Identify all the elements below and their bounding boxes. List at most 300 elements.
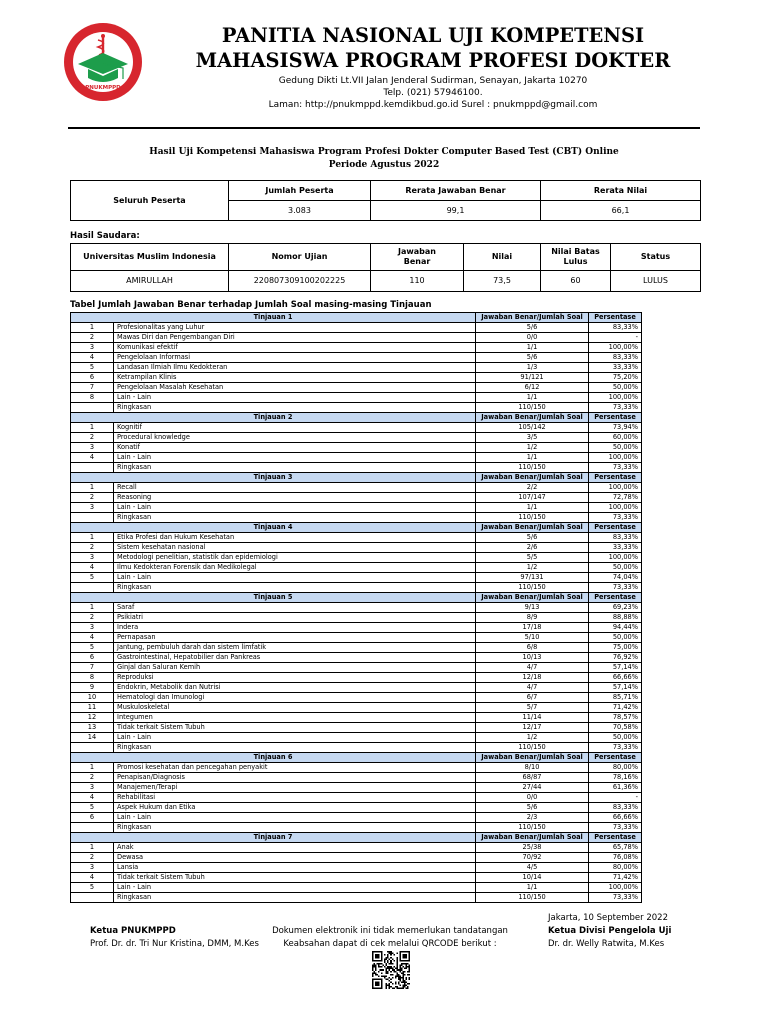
summary-percentage: 73,33% bbox=[589, 743, 642, 753]
topic-name: Pernapasan bbox=[114, 633, 476, 643]
topic-score: 8/10 bbox=[476, 763, 589, 773]
summary-score: 110/150 bbox=[476, 743, 589, 753]
topic-score: 12/17 bbox=[476, 723, 589, 733]
topic-score: 105/142 bbox=[476, 423, 589, 433]
topic-name: Reasoning bbox=[114, 493, 476, 503]
topic-row bbox=[71, 333, 642, 343]
topic-percentage: 100,00% bbox=[589, 483, 642, 493]
section-title: Tinjauan 6 bbox=[71, 753, 476, 763]
topic-name: Tidak terkait Sistem Tubuh bbox=[114, 723, 476, 733]
topic-name: Komunikasi efektif bbox=[114, 343, 476, 353]
summary-label: Ringkasan bbox=[114, 823, 476, 833]
topic-name: Metodologi penelitian, statistik dan epidemiologi bbox=[114, 553, 476, 563]
topic-number: 6 bbox=[71, 653, 114, 663]
topic-name: Indera bbox=[114, 623, 476, 633]
topic-score: 1/1 bbox=[476, 453, 589, 463]
topic-number: 1 bbox=[71, 483, 114, 493]
summary-row bbox=[71, 823, 642, 833]
topic-score: 9/13 bbox=[476, 603, 589, 613]
left-signatory-role: Ketua PNUKMPPD bbox=[90, 926, 176, 936]
topic-row bbox=[71, 553, 642, 563]
university-header: Universitas Muslim Indonesia bbox=[71, 244, 229, 271]
org-title-line1: PANITIA NASIONAL UJI KOMPETENSI bbox=[221, 24, 645, 47]
topic-number: 6 bbox=[71, 813, 114, 823]
topic-score: 12/18 bbox=[476, 673, 589, 683]
percentage-column-header: Persentase bbox=[589, 753, 642, 763]
candidate-name: AMIRULLAH bbox=[71, 271, 229, 292]
topic-row bbox=[71, 803, 642, 813]
topic-percentage: 100,00% bbox=[589, 503, 642, 513]
topic-name: Ilmu Kedokteran Forensik dan Medikolegal bbox=[114, 563, 476, 573]
topic-row bbox=[71, 633, 642, 643]
topic-number: 9 bbox=[71, 683, 114, 693]
percentage-column-header: Persentase bbox=[589, 523, 642, 533]
summary-label: Ringkasan bbox=[114, 893, 476, 903]
topic-percentage: - bbox=[589, 333, 642, 343]
percentage-column-header: Persentase bbox=[589, 413, 642, 423]
topic-score: 5/7 bbox=[476, 703, 589, 713]
topic-name: Psikiatri bbox=[114, 613, 476, 623]
topic-score: 1/1 bbox=[476, 503, 589, 513]
topic-number: 5 bbox=[71, 573, 114, 583]
section-header-row bbox=[71, 473, 642, 483]
summary-row bbox=[71, 893, 642, 903]
summary-percentage: 73,33% bbox=[589, 513, 642, 523]
topic-percentage: 50,00% bbox=[589, 563, 642, 573]
electronic-document-note: Dokumen elektronik ini tidak memerlukan tandatangan bbox=[272, 926, 508, 936]
participants-count-header: Jumlah Peserta bbox=[229, 181, 371, 201]
topic-percentage: 80,00% bbox=[589, 863, 642, 873]
percentage-column-header: Persentase bbox=[589, 313, 642, 323]
score-column-header: Jawaban Benar/Jumlah Soal bbox=[476, 473, 589, 483]
topic-number: 12 bbox=[71, 713, 114, 723]
topic-percentage: 85,71% bbox=[589, 693, 642, 703]
topic-name: Lain - Lain bbox=[114, 453, 476, 463]
percentage-column-header: Persentase bbox=[589, 833, 642, 843]
report-title: Hasil Uji Kompetensi Mahasiswa Program Profesi Dokter Computer Based Test (CBT) Online bbox=[149, 147, 619, 157]
topic-number: 11 bbox=[71, 703, 114, 713]
right-signatory-name: Dr. dr. Welly Ratwita, M.Kes bbox=[548, 939, 665, 949]
topic-name: Etika Profesi dan Hukum Kesehatan bbox=[114, 533, 476, 543]
topic-row bbox=[71, 723, 642, 733]
topic-row bbox=[71, 673, 642, 683]
topic-score: 1/2 bbox=[476, 443, 589, 453]
topic-number: 1 bbox=[71, 763, 114, 773]
topic-row bbox=[71, 433, 642, 443]
topic-row bbox=[71, 683, 642, 693]
topic-number: 7 bbox=[71, 663, 114, 673]
topic-name: Dewasa bbox=[114, 853, 476, 863]
average-score-value: 66,1 bbox=[541, 201, 701, 221]
topic-score: 1/2 bbox=[476, 563, 589, 573]
section-header-row bbox=[71, 313, 642, 323]
topic-row bbox=[71, 763, 642, 773]
exam-number: 220807309100202225 bbox=[229, 271, 371, 292]
topic-number: 3 bbox=[71, 553, 114, 563]
section-title: Tinjauan 3 bbox=[71, 473, 476, 483]
org-contact: Laman: http://pnukmppd.kemdikbud.go.id Surel : pnukmppd@gmail.com bbox=[268, 100, 598, 110]
topic-number: 1 bbox=[71, 423, 114, 433]
topic-row bbox=[71, 663, 642, 673]
section-header-row bbox=[71, 593, 642, 603]
topic-row bbox=[71, 383, 642, 393]
topic-row bbox=[71, 483, 642, 493]
topic-name: Aspek Hukum dan Etika bbox=[114, 803, 476, 813]
topic-number: 8 bbox=[71, 393, 114, 403]
summary-percentage: 73,33% bbox=[589, 823, 642, 833]
org-address: Gedung Dikti Lt.VII Jalan Jenderal Sudirman, Senayan, Jakarta 10270 bbox=[278, 76, 588, 86]
topic-percentage: 50,00% bbox=[589, 443, 642, 453]
topic-number: 2 bbox=[71, 433, 114, 443]
topic-name: Muskuloskeletal bbox=[114, 703, 476, 713]
summary-row bbox=[71, 403, 642, 413]
topic-name: Gastrointestinal, Hepatobilier dan Pankreas bbox=[114, 653, 476, 663]
topic-percentage: 100,00% bbox=[589, 393, 642, 403]
topic-name: Recall bbox=[114, 483, 476, 493]
breakdown-body bbox=[71, 313, 642, 903]
topic-row bbox=[71, 653, 642, 663]
topic-name: Lansia bbox=[114, 863, 476, 873]
topic-number: 4 bbox=[71, 633, 114, 643]
topic-name: Rehabilitasi bbox=[114, 793, 476, 803]
topic-score: 1/1 bbox=[476, 883, 589, 893]
topic-number: 6 bbox=[71, 373, 114, 383]
topic-number: 1 bbox=[71, 323, 114, 333]
section-title: Tinjauan 7 bbox=[71, 833, 476, 843]
topic-percentage: 83,33% bbox=[589, 533, 642, 543]
topic-name: Reproduksi bbox=[114, 673, 476, 683]
topic-name: Endokrin, Metabolik dan Nutrisi bbox=[114, 683, 476, 693]
topic-name: Manajemen/Terapi bbox=[114, 783, 476, 793]
topic-percentage: 76,92% bbox=[589, 653, 642, 663]
topic-score: 1/3 bbox=[476, 363, 589, 373]
section-title: Tinjauan 4 bbox=[71, 523, 476, 533]
summary-score: 110/150 bbox=[476, 513, 589, 523]
score-column-header: Jawaban Benar/Jumlah Soal bbox=[476, 753, 589, 763]
summary-row bbox=[71, 513, 642, 523]
topic-number: 3 bbox=[71, 343, 114, 353]
topic-number: 3 bbox=[71, 503, 114, 513]
topic-row bbox=[71, 423, 642, 433]
topic-row bbox=[71, 613, 642, 623]
topic-score: 11/14 bbox=[476, 713, 589, 723]
topic-percentage: 76,08% bbox=[589, 853, 642, 863]
topic-number: 1 bbox=[71, 533, 114, 543]
topic-percentage: 60,00% bbox=[589, 433, 642, 443]
topic-name: Lain - Lain bbox=[114, 733, 476, 743]
topic-row bbox=[71, 793, 642, 803]
topic-percentage: 83,33% bbox=[589, 803, 642, 813]
percentage-column-header: Persentase bbox=[589, 593, 642, 603]
topic-score: 0/0 bbox=[476, 793, 589, 803]
topic-name: Lain - Lain bbox=[114, 393, 476, 403]
topic-number: 4 bbox=[71, 453, 114, 463]
percentage-column-header: Persentase bbox=[589, 473, 642, 483]
place-date: Jakarta, 10 September 2022 bbox=[548, 913, 668, 923]
topic-score: 2/3 bbox=[476, 813, 589, 823]
topic-number: 2 bbox=[71, 493, 114, 503]
topic-row bbox=[71, 853, 642, 863]
topic-number: 4 bbox=[71, 353, 114, 363]
topic-percentage: 78,16% bbox=[589, 773, 642, 783]
topic-number: 5 bbox=[71, 883, 114, 893]
topic-name: Hematologi dan Imunologi bbox=[114, 693, 476, 703]
topic-score: 25/38 bbox=[476, 843, 589, 853]
topic-number: 1 bbox=[71, 843, 114, 853]
topic-number: 4 bbox=[71, 873, 114, 883]
overall-summary-table bbox=[70, 180, 701, 221]
topic-number: 4 bbox=[71, 563, 114, 573]
topic-row bbox=[71, 363, 642, 373]
topic-percentage: 72,78% bbox=[589, 493, 642, 503]
topic-score: 4/5 bbox=[476, 863, 589, 873]
summary-number-cell bbox=[71, 583, 114, 593]
topic-name: Konatif bbox=[114, 443, 476, 453]
topic-row bbox=[71, 603, 642, 613]
score-column-header: Jawaban Benar/Jumlah Soal bbox=[476, 523, 589, 533]
topic-score: 5/6 bbox=[476, 803, 589, 813]
overall-label: Seluruh Peserta bbox=[71, 181, 229, 221]
org-phone: Telp. (021) 57946100. bbox=[383, 88, 483, 98]
topic-percentage: 80,00% bbox=[589, 763, 642, 773]
topic-percentage: 94,44% bbox=[589, 623, 642, 633]
summary-number-cell bbox=[71, 823, 114, 833]
summary-score: 110/150 bbox=[476, 403, 589, 413]
topic-name: Promosi kesehatan dan pencegahan penyakit bbox=[114, 763, 476, 773]
topic-name: Kognitif bbox=[114, 423, 476, 433]
average-correct-header: Rerata Jawaban Benar bbox=[371, 181, 541, 201]
topic-percentage: 57,14% bbox=[589, 683, 642, 693]
topic-score: 5/6 bbox=[476, 533, 589, 543]
topic-score: 2/2 bbox=[476, 483, 589, 493]
report-period: Periode Agustus 2022 bbox=[328, 160, 440, 170]
section-title: Tinjauan 1 bbox=[71, 313, 476, 323]
topic-row bbox=[71, 813, 642, 823]
topic-score: 1/1 bbox=[476, 343, 589, 353]
summary-percentage: 73,33% bbox=[589, 403, 642, 413]
topic-name: Lain - Lain bbox=[114, 573, 476, 583]
topic-number: 1 bbox=[71, 603, 114, 613]
topic-score: 6/8 bbox=[476, 643, 589, 653]
topic-number: 3 bbox=[71, 443, 114, 453]
topic-row bbox=[71, 503, 642, 513]
summary-score: 110/150 bbox=[476, 893, 589, 903]
topic-score: 6/7 bbox=[476, 693, 589, 703]
topic-name: Profesionalitas yang Luhur bbox=[114, 323, 476, 333]
summary-label: Ringkasan bbox=[114, 583, 476, 593]
topic-percentage: 100,00% bbox=[589, 343, 642, 353]
topic-row bbox=[71, 693, 642, 703]
summary-score: 110/150 bbox=[476, 583, 589, 593]
logo-text: PNUKMPPD bbox=[85, 85, 121, 91]
topic-score: 70/92 bbox=[476, 853, 589, 863]
topic-score: 4/7 bbox=[476, 663, 589, 673]
topic-percentage: 73,94% bbox=[589, 423, 642, 433]
topic-name: Pengelolaan Informasi bbox=[114, 353, 476, 363]
summary-number-cell bbox=[71, 403, 114, 413]
topic-score: 1/1 bbox=[476, 393, 589, 403]
topic-percentage: 71,42% bbox=[589, 703, 642, 713]
topic-number: 7 bbox=[71, 383, 114, 393]
topic-name: Lain - Lain bbox=[114, 503, 476, 513]
topic-name: Jantung, pembuluh darah dan sistem limfatik bbox=[114, 643, 476, 653]
left-signatory-name: Prof. Dr. dr. Tri Nur Kristina, DMM, M.Kes bbox=[90, 939, 259, 949]
breakdown-table bbox=[70, 312, 642, 903]
topic-percentage: 66,66% bbox=[589, 673, 642, 683]
topic-row bbox=[71, 323, 642, 333]
topic-row bbox=[71, 863, 642, 873]
topic-number: 3 bbox=[71, 783, 114, 793]
summary-number-cell bbox=[71, 893, 114, 903]
topic-number: 2 bbox=[71, 543, 114, 553]
topic-percentage: 50,00% bbox=[589, 633, 642, 643]
topic-percentage: 83,33% bbox=[589, 323, 642, 333]
topic-percentage: 75,20% bbox=[589, 373, 642, 383]
topic-row bbox=[71, 543, 642, 553]
topic-percentage: 100,00% bbox=[589, 883, 642, 893]
topic-name: Tidak terkait Sistem Tubuh bbox=[114, 873, 476, 883]
topic-percentage: 88,88% bbox=[589, 613, 642, 623]
topic-percentage: 50,00% bbox=[589, 733, 642, 743]
summary-number-cell bbox=[71, 463, 114, 473]
topic-score: 2/6 bbox=[476, 543, 589, 553]
topic-row bbox=[71, 533, 642, 543]
header-divider bbox=[68, 127, 700, 129]
topic-name: Saraf bbox=[114, 603, 476, 613]
topic-name: Anak bbox=[114, 843, 476, 853]
topic-row bbox=[71, 373, 642, 383]
topic-percentage: 33,33% bbox=[589, 363, 642, 373]
topic-row bbox=[71, 783, 642, 793]
topic-percentage: 57,14% bbox=[589, 663, 642, 673]
topic-score: 27/44 bbox=[476, 783, 589, 793]
summary-score: 110/150 bbox=[476, 823, 589, 833]
topic-row bbox=[71, 643, 642, 653]
average-correct-value: 99,1 bbox=[371, 201, 541, 221]
topic-percentage: 33,33% bbox=[589, 543, 642, 553]
topic-percentage: 69,23% bbox=[589, 603, 642, 613]
topic-percentage: 78,57% bbox=[589, 713, 642, 723]
summary-label: Ringkasan bbox=[114, 463, 476, 473]
right-signatory-role: Ketua Divisi Pengelola Uji bbox=[548, 926, 672, 936]
topic-row bbox=[71, 353, 642, 363]
topic-score: 4/7 bbox=[476, 683, 589, 693]
personal-result-table bbox=[70, 243, 701, 292]
topic-number: 2 bbox=[71, 773, 114, 783]
topic-name: Ketrampilan Klinis bbox=[114, 373, 476, 383]
topic-percentage: 65,78% bbox=[589, 843, 642, 853]
topic-number: 13 bbox=[71, 723, 114, 733]
topic-percentage: 70,58% bbox=[589, 723, 642, 733]
topic-score: 91/121 bbox=[476, 373, 589, 383]
topic-percentage: 75,00% bbox=[589, 643, 642, 653]
topic-name: Landasan Ilmiah Ilmu Kedokteran bbox=[114, 363, 476, 373]
topic-number: 4 bbox=[71, 793, 114, 803]
topic-name: Ginjal dan Saluran Kemih bbox=[114, 663, 476, 673]
score-column-header: Jawaban Benar/Jumlah Soal bbox=[476, 313, 589, 323]
topic-number: 3 bbox=[71, 623, 114, 633]
summary-score: 110/150 bbox=[476, 463, 589, 473]
status-header: Status bbox=[611, 244, 701, 271]
topic-score: 17/18 bbox=[476, 623, 589, 633]
topic-number: 2 bbox=[71, 853, 114, 863]
topic-percentage: 74,04% bbox=[589, 573, 642, 583]
topic-name: Mawas Diri dan Pengembangan Diri bbox=[114, 333, 476, 343]
breakdown-title: Tabel Jumlah Jawaban Benar terhadap Jumlah Soal masing-masing Tinjauan bbox=[70, 300, 432, 310]
topic-score: 5/5 bbox=[476, 553, 589, 563]
topic-number: 2 bbox=[71, 333, 114, 343]
topic-row bbox=[71, 393, 642, 403]
score-column-header: Jawaban Benar/Jumlah Soal bbox=[476, 413, 589, 423]
section-title: Tinjauan 5 bbox=[71, 593, 476, 603]
score-value: 73,5 bbox=[464, 271, 541, 292]
topic-row bbox=[71, 493, 642, 503]
section-title: Tinjauan 2 bbox=[71, 413, 476, 423]
topic-number: 5 bbox=[71, 363, 114, 373]
topic-row bbox=[71, 573, 642, 583]
pnukmppd-logo bbox=[63, 22, 143, 102]
summary-row bbox=[71, 583, 642, 593]
score-column-header: Jawaban Benar/Jumlah Soal bbox=[476, 593, 589, 603]
topic-number: 3 bbox=[71, 863, 114, 873]
topic-score: 107/147 bbox=[476, 493, 589, 503]
section-header-row bbox=[71, 413, 642, 423]
topic-percentage: 100,00% bbox=[589, 453, 642, 463]
org-title-line2: MAHASISWA PROGRAM PROFESI DOKTER bbox=[195, 49, 671, 72]
topic-name: Procedural knowledge bbox=[114, 433, 476, 443]
summary-row bbox=[71, 743, 642, 753]
summary-row bbox=[71, 463, 642, 473]
qr-code bbox=[372, 951, 410, 989]
topic-score: 5/10 bbox=[476, 633, 589, 643]
topic-row bbox=[71, 623, 642, 633]
qr-validation-note: Keabsahan dapat di cek melalui QRCODE berikut : bbox=[283, 939, 497, 949]
topic-score: 68/87 bbox=[476, 773, 589, 783]
topic-number: 5 bbox=[71, 803, 114, 813]
topic-score: 8/9 bbox=[476, 613, 589, 623]
topic-percentage: - bbox=[589, 793, 642, 803]
topic-name: Lain - Lain bbox=[114, 883, 476, 893]
topic-number: 2 bbox=[71, 613, 114, 623]
topic-score: 10/13 bbox=[476, 653, 589, 663]
average-score-header: Rerata Nilai bbox=[541, 181, 701, 201]
topic-row bbox=[71, 773, 642, 783]
section-header-row bbox=[71, 833, 642, 843]
passing-score-header: Nilai Batas Lulus bbox=[541, 244, 611, 271]
status-value: LULUS bbox=[611, 271, 701, 292]
topic-name: Penapisan/Diagnosis bbox=[114, 773, 476, 783]
topic-number: 5 bbox=[71, 643, 114, 653]
topic-number: 14 bbox=[71, 733, 114, 743]
personal-result-label: Hasil Saudara: bbox=[70, 231, 140, 241]
topic-row bbox=[71, 843, 642, 853]
topic-row bbox=[71, 703, 642, 713]
score-column-header: Jawaban Benar/Jumlah Soal bbox=[476, 833, 589, 843]
correct-answers-header-text: Jawaban Benar bbox=[398, 247, 436, 266]
topic-percentage: 71,42% bbox=[589, 873, 642, 883]
correct-answers-header bbox=[371, 244, 464, 271]
topic-score: 10/14 bbox=[476, 873, 589, 883]
topic-score: 0/0 bbox=[476, 333, 589, 343]
score-header: Nilai bbox=[464, 244, 541, 271]
topic-name: Sistem kesehatan nasional bbox=[114, 543, 476, 553]
section-header-row bbox=[71, 753, 642, 763]
summary-percentage: 73,33% bbox=[589, 463, 642, 473]
passing-score-value: 60 bbox=[541, 271, 611, 292]
topic-score: 6/12 bbox=[476, 383, 589, 393]
topic-row bbox=[71, 883, 642, 893]
topic-percentage: 66,66% bbox=[589, 813, 642, 823]
